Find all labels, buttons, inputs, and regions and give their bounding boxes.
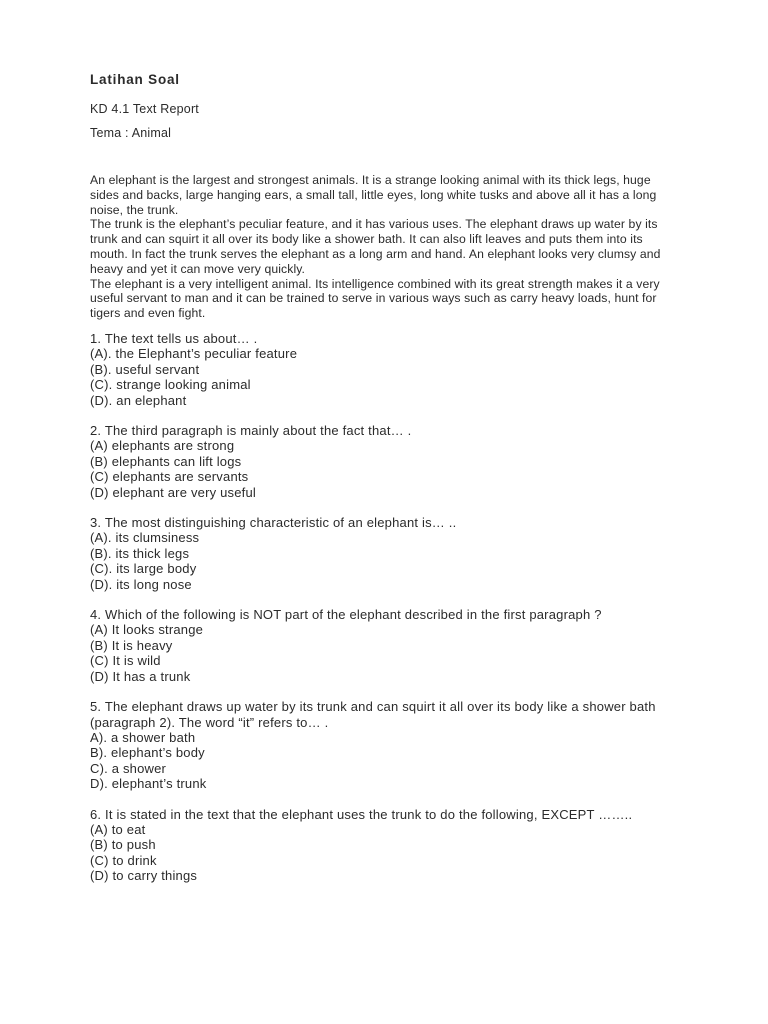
answer-option: (C) to drink [90, 852, 157, 868]
answer-option: D). elephant’s trunk [90, 776, 207, 792]
answer-option: (A) elephants are strong [90, 438, 235, 454]
answer-option: (B). useful servant [90, 361, 200, 377]
question-stem: 4. Which of the following is NOT part of the elephant described in the first paragraph ? [90, 607, 602, 623]
question-stem: 3. The most distinguishing characteristic of an elephant is… .. [90, 515, 457, 531]
answer-option: (A) It looks strange [90, 622, 204, 638]
answer-option: (D) elephant are very useful [90, 484, 257, 500]
reading-passage [90, 173, 678, 321]
question-1 [90, 331, 678, 408]
passage-paragraph: An elephant is the largest and strongest animals. It is a strange looking animal with its thick legs, huge sides and backs, large hanging ears, a small tall, little eyes, long white tusks and above all it has a long noise, the trunk. [90, 173, 657, 217]
answer-option: (A). the Elephant’s peculiar feature [90, 346, 298, 362]
question-3 [90, 515, 678, 592]
question-stem: 1. The text tells us about… . [90, 330, 258, 346]
answer-option: (D) to carry things [90, 868, 198, 884]
answer-option: (C) It is wild [90, 653, 161, 669]
answer-option: (C) elephants are servants [90, 469, 249, 485]
kd-label: KD 4.1 Text Report [90, 102, 199, 116]
passage-paragraph: The trunk is the elephant’s peculiar feature, and it has various uses. The elephant draws up water by its trunk and can squirt it all over its body like a shower bath. It can also lift leaves and puts them into its mouth. In fact the trunk serves the elephant as a long arm and hand. An elephant looks very clumsy and heavy and yet it can move very quickly. [90, 217, 661, 276]
passage-paragraph: The elephant is a very intelligent animal. Its intelligence combined with its great strength makes it a very useful servant to man and it can be trained to serve in various ways such as carry heavy loads, hunt for tigers and even fight. [90, 276, 660, 321]
question-stem: 5. The elephant draws up water by its trunk and can squirt it all over its body like a shower bath (paragraph 2). The word “it” refers to… . [90, 699, 656, 730]
answer-option: (C). strange looking animal [90, 377, 251, 393]
tema-label: Tema : Animal [90, 126, 172, 140]
question-stem: 2. The third paragraph is mainly about the fact that… . [90, 423, 412, 438]
answer-option: (B). its thick legs [90, 545, 190, 561]
answer-option: C). a shower [90, 760, 167, 776]
answer-option: (B) elephants can lift logs [90, 453, 242, 469]
answer-option: (B) to push [90, 837, 156, 853]
question-5 [90, 699, 678, 791]
answer-option: (C). its large body [90, 561, 197, 577]
question-2 [90, 423, 678, 500]
answer-option: (A) to eat [90, 821, 146, 837]
answer-option: (D). its long nose [90, 576, 192, 592]
document-title: Latihan Soal [90, 72, 180, 87]
question-4 [90, 607, 678, 684]
answer-option: (D). an elephant [90, 392, 187, 408]
answer-option: (B) It is heavy [90, 637, 173, 653]
question-stem: 6. It is stated in the text that the elephant uses the trunk to do the following, EXCEPT …….. [90, 806, 633, 822]
answer-option: A). a shower bath [90, 729, 196, 745]
answer-option: B). elephant’s body [90, 745, 205, 761]
question-list [90, 331, 678, 884]
question-6 [90, 807, 678, 884]
answer-option: (A). its clumsiness [90, 530, 200, 546]
answer-option: (D) It has a trunk [90, 668, 191, 684]
